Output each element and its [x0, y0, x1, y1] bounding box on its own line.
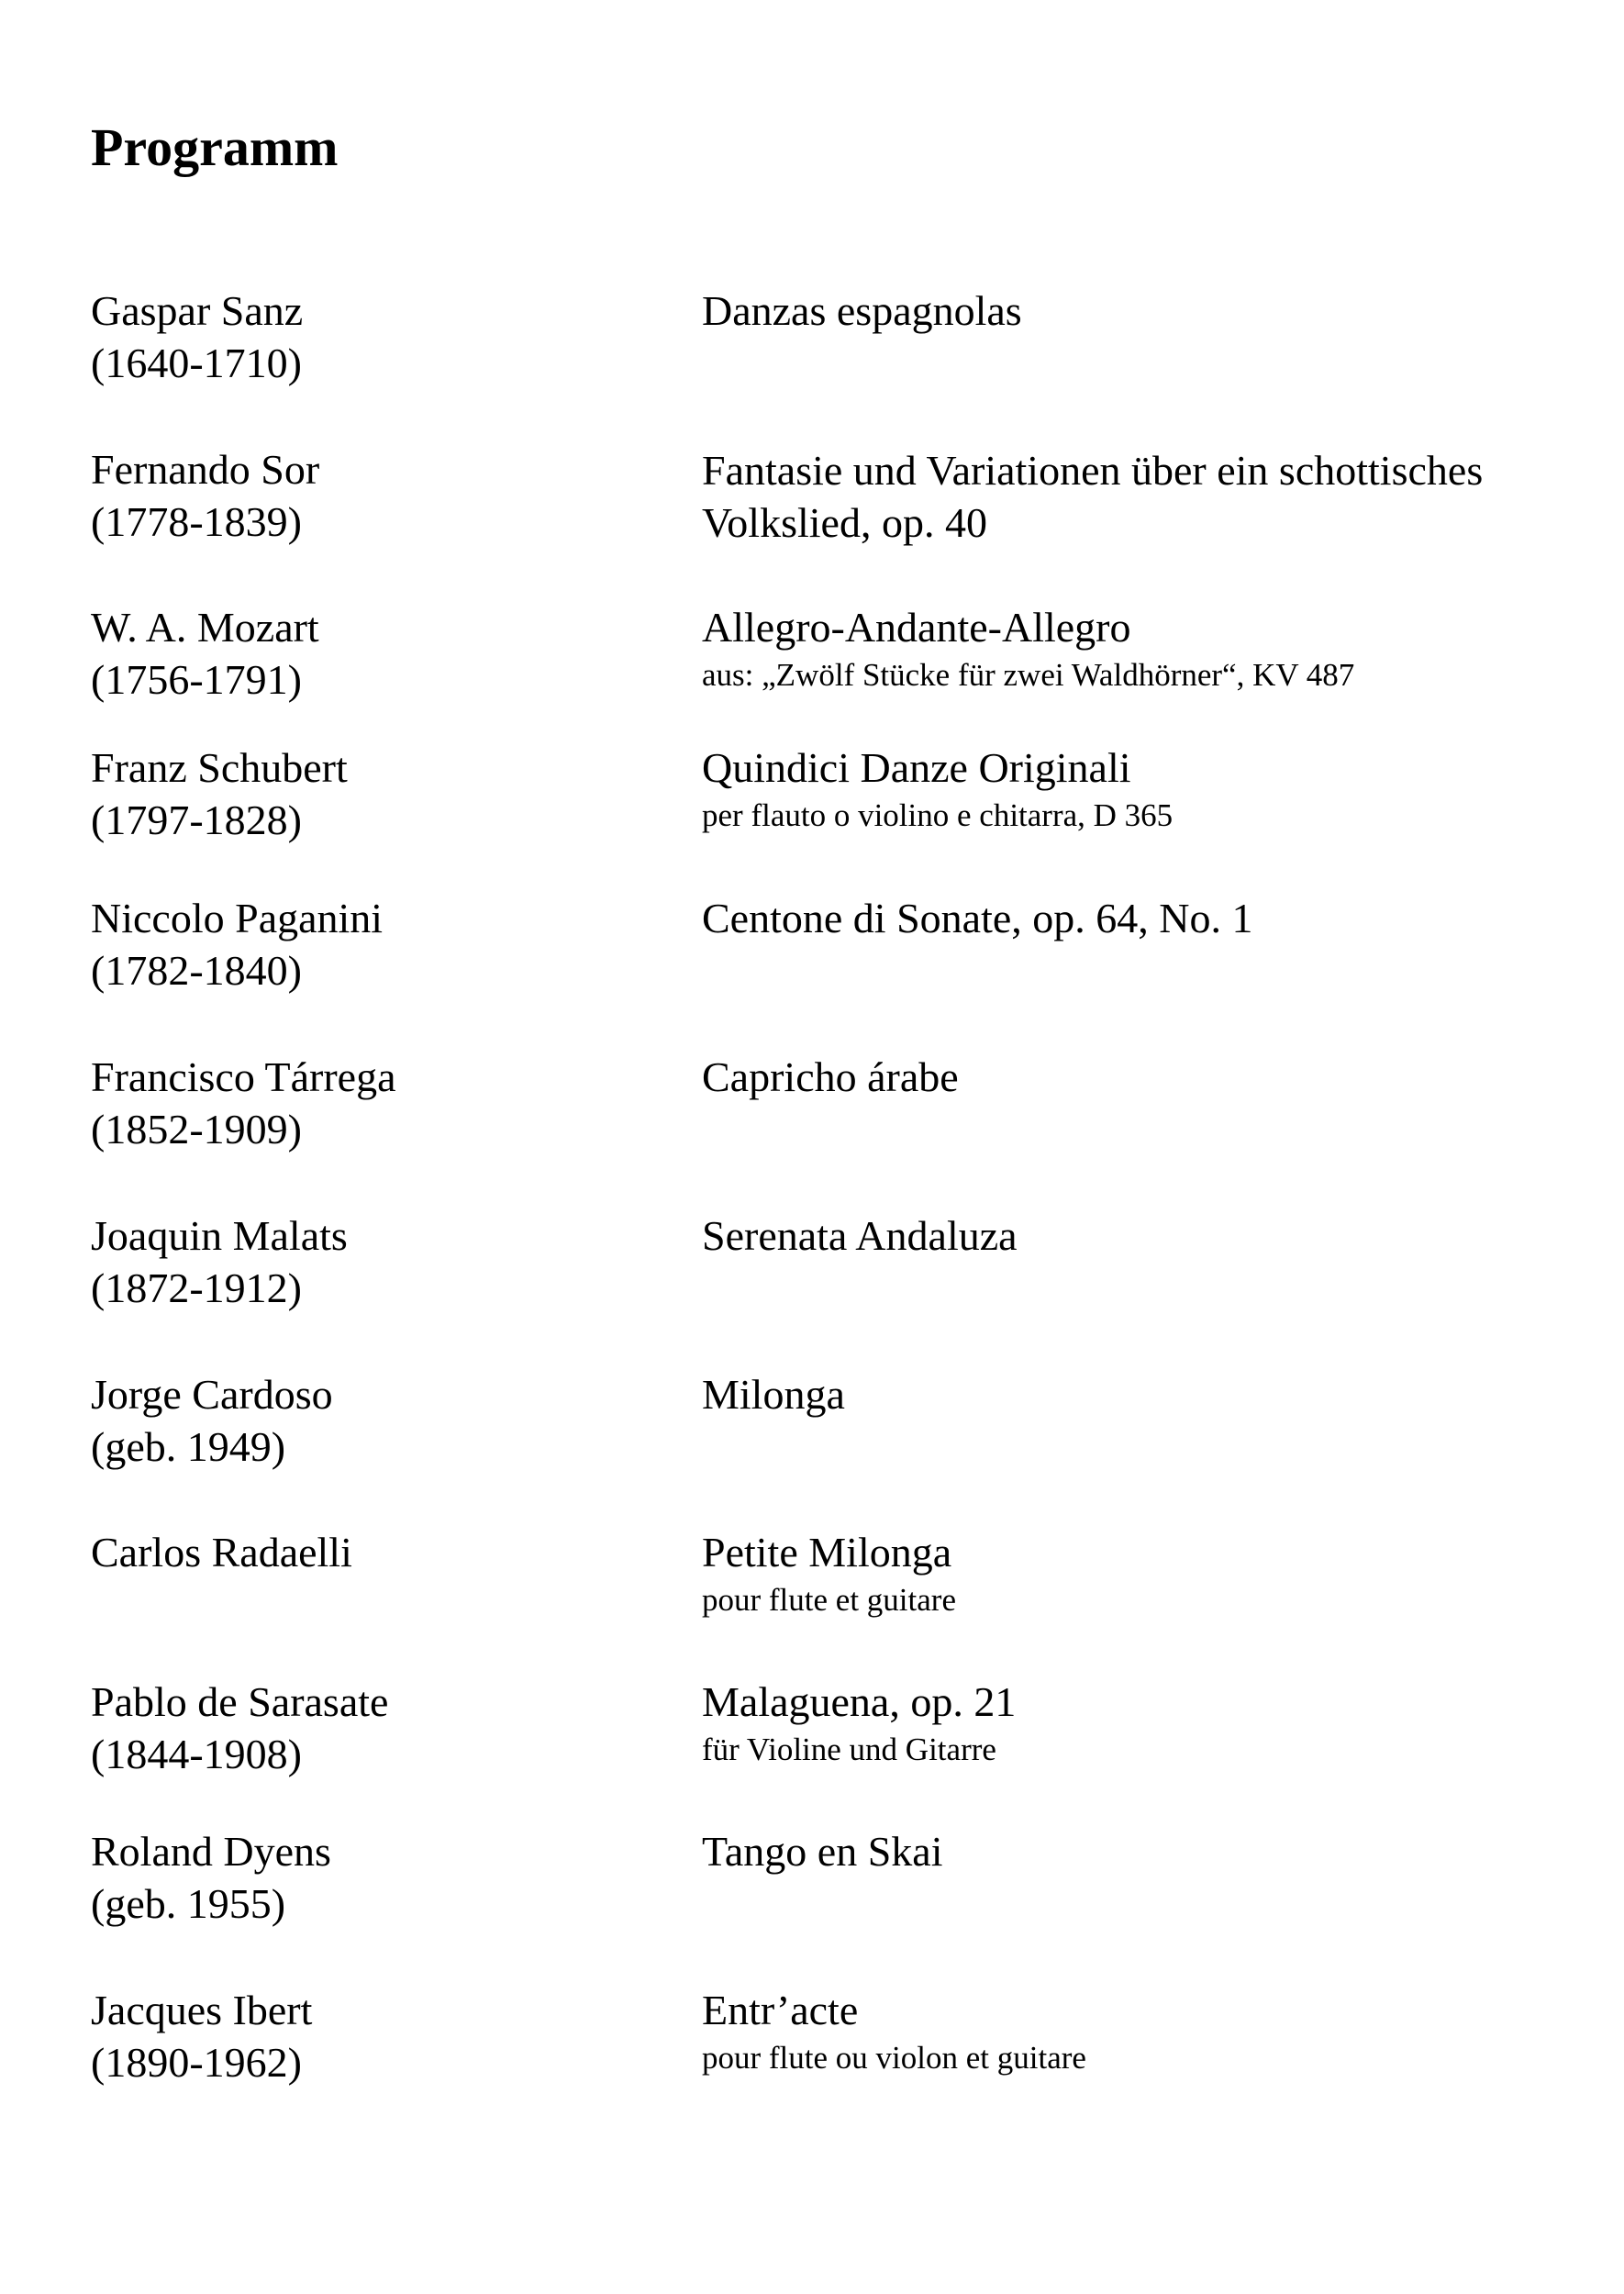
composer-name: W. A. Mozart [91, 604, 319, 651]
composer-name: Francisco Tárrega [91, 1053, 396, 1100]
composer-name: Jorge Cardoso [91, 1371, 333, 1418]
composer-name: Gaspar Sanz [91, 287, 304, 334]
composer-dates: (1852-1909) [91, 1106, 302, 1153]
composer-dates: (1844-1908) [91, 1731, 302, 1777]
composer-name: Roland Dyens [91, 1828, 331, 1875]
composer-name: Franz Schubert [91, 744, 348, 791]
composer-name: Carlos Radaelli [91, 1529, 352, 1576]
composer-dates: (1756-1791) [91, 656, 302, 703]
composer-dates: (1778-1839) [91, 498, 302, 545]
work-note: pour flute et guitare [702, 1582, 956, 1618]
work-title: Malaguena, op. 21 [702, 1678, 1017, 1725]
composer-dates: (geb. 1955) [91, 1880, 286, 1927]
work-title: Allegro-Andante-Allegro [702, 604, 1131, 651]
composer-dates: (1797-1828) [91, 796, 302, 843]
composer-dates: (1640-1710) [91, 340, 302, 386]
work-title: Tango en Skai [702, 1828, 943, 1875]
page-title: Programm [91, 117, 339, 177]
composer-dates: (geb. 1949) [91, 1423, 286, 1470]
work-title: Entr’acte [702, 1987, 859, 2033]
work-note: für Violine und Gitarre [702, 1732, 996, 1767]
composer-dates: (1782-1840) [91, 947, 302, 994]
composer-name: Fernando Sor [91, 446, 320, 493]
work-note: per flauto o violino e chitarra, D 365 [702, 797, 1174, 833]
work-title: Capricho árabe [702, 1053, 959, 1100]
work-note: aus: „Zwölf Stücke für zwei Waldhörner“, KV 487 [702, 657, 1355, 693]
work-title: Danzas espagnolas [702, 287, 1022, 334]
composer-dates: (1872-1912) [91, 1264, 302, 1311]
work-title: Centone di Sonate, op. 64, No. 1 [702, 895, 1253, 941]
work-title: Serenata Andaluza [702, 1212, 1018, 1259]
composer-name: Jacques Ibert [91, 1987, 313, 2033]
composer-name: Niccolo Paganini [91, 895, 384, 941]
work-note: pour flute ou violon et guitare [702, 2040, 1086, 2076]
work-title: Milonga [702, 1371, 845, 1418]
work-title: Quindici Danze Originali [702, 744, 1131, 791]
work-title: Petite Milonga [702, 1529, 952, 1576]
work-title: Fantasie und Variationen über ein schottisches Volkslied, op. 40 [702, 447, 1484, 546]
composer-dates: (1890-1962) [91, 2039, 302, 2086]
composer-name: Joaquin Malats [91, 1212, 348, 1259]
composer-name: Pablo de Sarasate [91, 1678, 389, 1725]
